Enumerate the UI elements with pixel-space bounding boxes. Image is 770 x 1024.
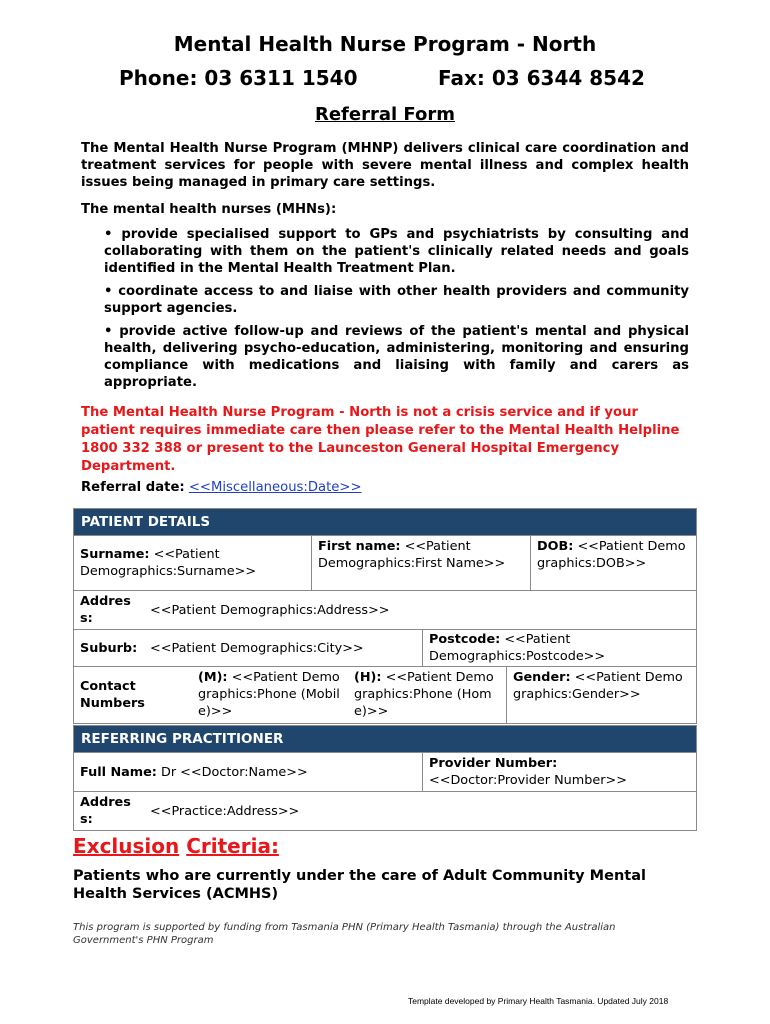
mobile-label: (M): xyxy=(198,670,228,685)
home-phone-label: (H): xyxy=(354,670,382,685)
full-name-cell[interactable] xyxy=(74,753,422,791)
criteria-word: Criteria: xyxy=(186,834,279,858)
contact-numbers-label: Contact Numbers xyxy=(80,679,145,711)
postcode-cell[interactable] xyxy=(422,630,696,666)
mhn-heading: The mental health nurses (MHNs): xyxy=(81,202,337,217)
surname-value: <<Patient Demographics:Surname>> xyxy=(80,547,257,579)
first-name-cell[interactable] xyxy=(311,536,530,590)
intro-paragraph: The Mental Health Nurse Program (MHNP) delivers clinical care coordination and treatment services for people with severe mental illness and complex health issues being managed in primary care settings. xyxy=(81,141,689,190)
dob-value: <<Patient Demographics:DOB>> xyxy=(537,539,686,571)
referring-practitioner-table xyxy=(73,725,697,831)
home-phone-value: <<Patient Demographics:Phone (Home)>> xyxy=(354,670,494,719)
provider-number-value: <<Doctor:Provider Number>> xyxy=(429,773,627,788)
referral-date-field[interactable]: <<Miscellaneous:Date>> xyxy=(188,480,362,495)
mhn-duties-list xyxy=(104,226,689,397)
mobile-value: <<Patient Demographics:Phone (Mobile)>> xyxy=(198,670,340,719)
list-item: • provide active follow-up and reviews of the patient's mental and physical health, delivering psycho-education, administering, monitoring and ensuring compliance with medications and liaising with family and carers as appropriate. xyxy=(104,324,689,390)
postcode-label: Postcode: xyxy=(429,632,501,647)
exclusion-criteria-text: Patients who are currently under the care of Adult Community Mental Health Services (ACMHS) xyxy=(73,868,646,902)
full-name-value: Dr <<Doctor:Name>> xyxy=(161,764,308,780)
first-name-label: First name: xyxy=(318,539,401,554)
mobile-cell[interactable] xyxy=(192,667,348,723)
gender-value: <<Patient Demographics:Gender>> xyxy=(513,670,683,702)
home-phone-cell[interactable] xyxy=(348,667,506,723)
address-label: Address: xyxy=(80,594,131,626)
suburb-value[interactable]: <<Patient Demographics:City>> xyxy=(150,640,364,656)
postcode-value: <<Patient Demographics:Postcode>> xyxy=(429,632,606,664)
patient-details-table xyxy=(73,508,697,724)
referral-date-label: Referral date: xyxy=(81,480,185,495)
provider-number-cell[interactable] xyxy=(422,753,696,791)
list-item: • provide specialised support to GPs and psychiatrists by consulting and collaborating with them on the patient's clinically related needs and goals identified in the Mental Health Treatment Plan. xyxy=(104,227,689,276)
referral-date xyxy=(81,480,362,495)
dob-cell[interactable] xyxy=(530,536,696,590)
footer-note: Template developed by Primary Health Tasmania. Updated July 2018 xyxy=(408,996,669,1006)
first-name-value: <<Patient Demographics:First Name>> xyxy=(318,539,506,571)
gender-label: Gender: xyxy=(513,670,571,685)
form-title: Referral Form xyxy=(314,104,455,125)
crisis-warning: The Mental Health Nurse Program - North is not a crisis service and if your patient requires immediate care then please refer to the Mental Health Helpline 1800 332 388 or present to the Launceston General Hospital Emergency Department. xyxy=(81,405,680,474)
gender-cell[interactable] xyxy=(506,667,696,723)
program-title: Mental Health Nurse Program - North xyxy=(173,32,597,56)
patient-details-heading: PATIENT DETAILS xyxy=(74,509,696,535)
exclusion-word: Exclusion xyxy=(73,834,180,858)
dob-label: DOB: xyxy=(537,539,574,554)
suburb-label: Suburb: xyxy=(80,640,138,656)
full-name-label: Full Name: xyxy=(80,764,157,780)
fax-number: Fax: 03 6344 8542 xyxy=(438,66,645,90)
surname-label: Surname: xyxy=(80,547,150,562)
list-item: • coordinate access to and liaise with other health providers and community support agencies. xyxy=(104,284,689,316)
exclusion-criteria-heading xyxy=(73,834,279,858)
funding-statement: This program is supported by funding from Tasmania PHN (Primary Health Tasmania) through the Australian Government's PHN Program xyxy=(73,922,616,946)
practice-address-label: Address: xyxy=(80,795,131,827)
provider-number-label: Provider Number: xyxy=(429,756,558,771)
address-value[interactable]: <<Patient Demographics:Address>> xyxy=(150,602,390,618)
practice-address-value[interactable]: <<Practice:Address>> xyxy=(150,803,300,819)
referring-practitioner-heading: REFERRING PRACTITIONER xyxy=(74,726,696,752)
surname-cell[interactable] xyxy=(74,536,311,590)
phone-number: Phone: 03 6311 1540 xyxy=(119,66,358,90)
